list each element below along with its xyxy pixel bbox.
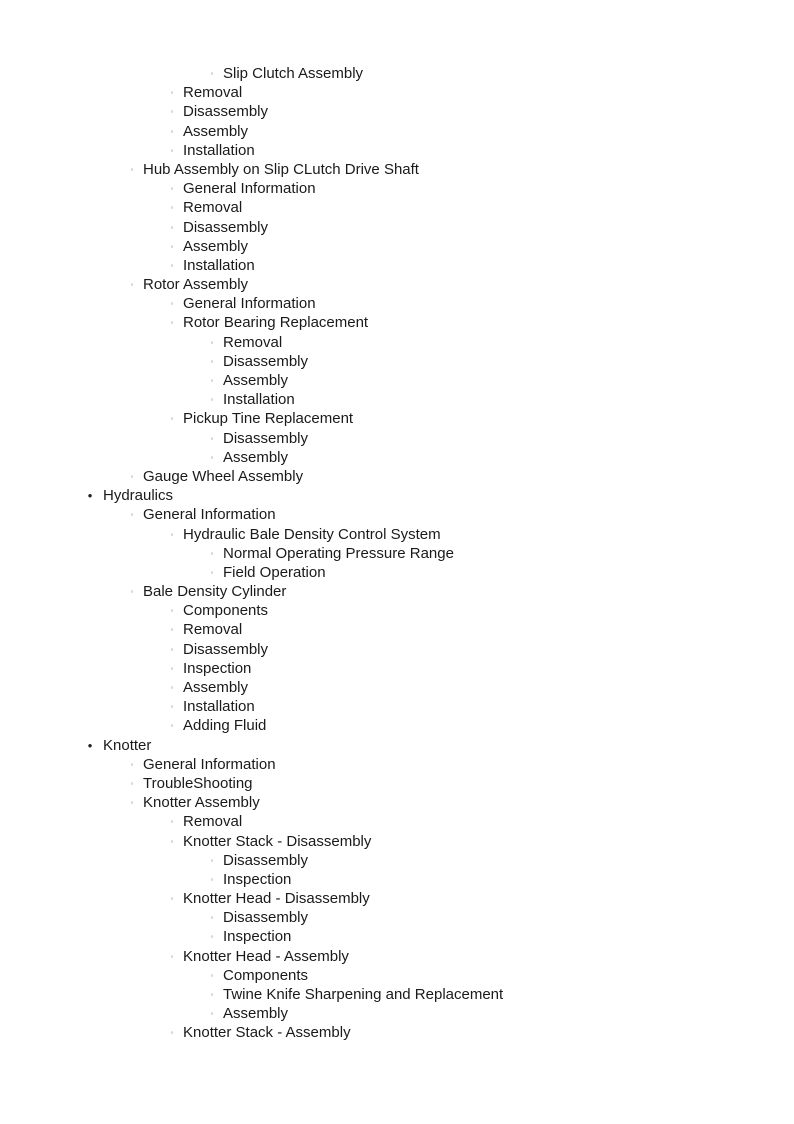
bullet-circle-icon: ◦: [130, 471, 134, 481]
toc-entry-level-3: [0, 64, 794, 83]
toc-entry-label: Components: [223, 966, 309, 984]
bullet-circle-icon: ◦: [170, 1028, 174, 1038]
bullet-circle-icon: ◦: [210, 567, 214, 577]
toc-entry-label: Removal: [223, 333, 283, 351]
toc-entry-label: Hub Assembly on Slip CLutch Drive Shaft: [143, 160, 419, 178]
bullet-circle-icon: ◦: [170, 88, 174, 98]
bullet-circle-icon: ◦: [170, 299, 174, 309]
toc-entry-level-3: [0, 448, 794, 467]
toc-entry-level-1: [0, 467, 794, 486]
bullet-circle-icon: ◦: [210, 337, 214, 347]
toc-entry-label: Knotter Assembly: [143, 794, 260, 812]
bullet-circle-icon: ◦: [170, 203, 174, 213]
toc-entry-level-3: [0, 966, 794, 985]
toc-entry-label: Inspection: [223, 928, 292, 946]
toc-entry-level-1: [0, 160, 794, 179]
toc-entry-level-2: [0, 294, 794, 313]
toc-entry-level-2: [0, 640, 794, 659]
bullet-circle-icon: ◦: [130, 778, 134, 788]
toc-entry-label: Disassembly: [223, 909, 309, 927]
bullet-circle-icon: ◦: [210, 69, 214, 78]
toc-entry-level-2: [0, 947, 794, 966]
bullet-circle-icon: ◦: [170, 107, 174, 117]
toc-entry-level-3: [0, 352, 794, 371]
bullet-circle-icon: ◦: [170, 702, 174, 712]
toc-entry-level-2: [0, 697, 794, 716]
toc-entry-level-3: [0, 870, 794, 889]
toc-entry-level-3: [0, 563, 794, 582]
toc-entry-level-2: [0, 716, 794, 735]
toc-entry-label: Installation: [183, 141, 255, 159]
bullet-circle-icon: ◦: [210, 548, 214, 558]
bullet-circle-icon: ◦: [170, 625, 174, 635]
bullet-circle-icon: ◦: [170, 644, 174, 654]
toc-entry-label: Assembly: [183, 237, 249, 255]
bullet-circle-icon: ◦: [130, 798, 134, 808]
toc-entry-level-2: [0, 141, 794, 160]
toc-entry-level-1: [0, 793, 794, 812]
toc-entry-label: Components: [183, 602, 269, 620]
bullet-circle-icon: ◦: [210, 395, 214, 405]
bullet-circle-icon: ◦: [210, 970, 214, 980]
toc-entry-label: Knotter Stack - Assembly: [183, 1024, 351, 1042]
toc-entry-level-1: [0, 582, 794, 601]
toc-entry-label: Assembly: [223, 372, 289, 389]
toc-entry-level-3: [0, 851, 794, 870]
bullet-dot-icon: •: [87, 488, 93, 504]
toc-entry-label: Removal: [183, 84, 243, 102]
toc-entry-level-2: [0, 237, 794, 256]
toc-entry-level-3: [0, 390, 794, 409]
toc-entry-level-2: [0, 313, 794, 332]
bullet-circle-icon: ◦: [210, 932, 214, 942]
bullet-circle-icon: ◦: [170, 260, 174, 270]
toc-entry-label: Hydraulics: [103, 487, 174, 505]
bullet-circle-icon: ◦: [170, 683, 174, 692]
table-of-contents: [0, 64, 794, 1043]
bullet-circle-icon: ◦: [210, 452, 214, 462]
toc-entry-label: Hydraulic Bale Density Control System: [183, 525, 441, 543]
toc-entry-label: Knotter Head - Assembly: [183, 947, 349, 965]
toc-entry-level-3: [0, 908, 794, 927]
toc-entry-label: Disassembly: [183, 103, 269, 121]
bullet-circle-icon: ◦: [170, 606, 174, 616]
toc-entry-level-1: [0, 275, 794, 294]
bullet-circle-icon: ◦: [210, 433, 214, 443]
toc-entry-label: Pickup Tine Replacement: [183, 410, 354, 428]
toc-entry-label: Installation: [223, 391, 295, 409]
bullet-circle-icon: ◦: [170, 721, 174, 731]
bullet-circle-icon: ◦: [130, 510, 134, 520]
toc-entry-level-3: [0, 371, 794, 390]
bullet-circle-icon: ◦: [210, 874, 214, 884]
toc-entry-label: Removal: [183, 813, 243, 831]
bullet-circle-icon: ◦: [170, 222, 174, 232]
toc-entry-label: Knotter: [103, 736, 152, 754]
bullet-circle-icon: ◦: [170, 145, 174, 155]
toc-entry-level-2: [0, 832, 794, 851]
toc-entry-label: Assembly: [223, 1005, 289, 1023]
bullet-circle-icon: ◦: [210, 913, 214, 923]
bullet-circle-icon: ◦: [170, 663, 174, 673]
bullet-circle-icon: ◦: [170, 126, 174, 136]
toc-entry-level-3: [0, 429, 794, 448]
bullet-circle-icon: ◦: [130, 164, 134, 174]
bullet-circle-icon: ◦: [130, 587, 134, 597]
toc-entry-label: Field Operation: [223, 563, 326, 581]
bullet-circle-icon: ◦: [210, 356, 214, 366]
toc-entry-level-2: [0, 889, 794, 908]
toc-entry-level-0: [0, 486, 794, 505]
toc-entry-level-2: [0, 525, 794, 544]
toc-entry-level-0: [0, 736, 794, 755]
toc-entry-label: Adding Fluid: [183, 717, 267, 735]
toc-entry-level-2: [0, 218, 794, 237]
toc-entry-level-2: [0, 812, 794, 831]
toc-entry-label: Assembly: [183, 122, 249, 140]
bullet-circle-icon: ◦: [170, 414, 174, 424]
toc-entry-label: Disassembly: [223, 851, 309, 869]
toc-entry-label: General Information: [183, 180, 316, 198]
bullet-circle-icon: ◦: [170, 184, 174, 194]
toc-entry-level-3: [0, 333, 794, 352]
toc-entry-label: Disassembly: [183, 218, 269, 236]
toc-entry-label: Installation: [183, 698, 255, 716]
toc-entry-level-2: [0, 198, 794, 217]
toc-entry-label: Disassembly: [183, 640, 269, 658]
bullet-circle-icon: ◦: [210, 1009, 214, 1019]
toc-entry-level-3: [0, 1004, 794, 1023]
toc-entry-level-1: [0, 774, 794, 793]
toc-entry-label: Knotter Head - Disassembly: [183, 890, 370, 908]
toc-entry-label: General Information: [143, 755, 276, 773]
toc-entry-label: Bale Density Cylinder: [143, 583, 287, 601]
toc-entry-level-2: [0, 659, 794, 678]
toc-entry-label: Disassembly: [223, 429, 309, 447]
bullet-dot-icon: •: [87, 737, 93, 753]
toc-entry-level-2: [0, 601, 794, 620]
toc-entry-level-2: [0, 179, 794, 198]
toc-entry-level-1: [0, 755, 794, 774]
toc-entry-level-3: [0, 985, 794, 1004]
toc-entry-label: TroubleShooting: [143, 774, 253, 792]
toc-entry-label: Gauge Wheel Assembly: [143, 467, 304, 485]
bullet-circle-icon: ◦: [130, 280, 134, 290]
toc-entry-label: Installation: [183, 256, 255, 274]
toc-entry-label: General Information: [183, 295, 316, 313]
bullet-circle-icon: ◦: [130, 759, 134, 769]
toc-entry-level-2: [0, 1023, 794, 1042]
bullet-circle-icon: ◦: [170, 529, 174, 539]
bullet-circle-icon: ◦: [170, 894, 174, 904]
toc-entry-label: Removal: [183, 621, 243, 639]
toc-entry-level-2: [0, 409, 794, 428]
toc-entry-label: Rotor Assembly: [143, 276, 249, 294]
toc-entry-level-2: [0, 83, 794, 102]
toc-entry-level-2: [0, 620, 794, 639]
toc-entry-level-1: [0, 505, 794, 524]
bullet-circle-icon: ◦: [170, 836, 174, 846]
bullet-circle-icon: ◦: [210, 376, 214, 385]
toc-entry-label: Removal: [183, 199, 243, 217]
bullet-circle-icon: ◦: [170, 817, 174, 827]
toc-entry-level-2: [0, 256, 794, 275]
toc-entry-label: Normal Operating Pressure Range: [223, 544, 454, 562]
toc-entry-level-2: [0, 122, 794, 141]
toc-entry-label: Inspection: [223, 870, 292, 888]
toc-entry-level-2: [0, 102, 794, 121]
bullet-circle-icon: ◦: [170, 241, 174, 251]
toc-entry-label: General Information: [143, 506, 276, 524]
toc-entry-label: Inspection: [183, 659, 252, 677]
toc-entry-label: Disassembly: [223, 352, 309, 370]
toc-entry-level-3: [0, 544, 794, 563]
toc-entry-label: Knotter Stack - Disassembly: [183, 832, 372, 850]
toc-entry-level-2: [0, 678, 794, 697]
bullet-circle-icon: ◦: [210, 990, 214, 999]
bullet-circle-icon: ◦: [170, 951, 174, 961]
bullet-circle-icon: ◦: [170, 318, 174, 328]
toc-entry-label: Assembly: [183, 679, 249, 696]
bullet-circle-icon: ◦: [210, 855, 214, 865]
toc-entry-label: Slip Clutch Assembly: [223, 65, 364, 82]
toc-entry-level-3: [0, 927, 794, 946]
toc-entry-label: Twine Knife Sharpening and Replacement: [223, 986, 504, 1003]
toc-entry-label: Assembly: [223, 448, 289, 466]
toc-entry-label: Rotor Bearing Replacement: [183, 314, 369, 332]
